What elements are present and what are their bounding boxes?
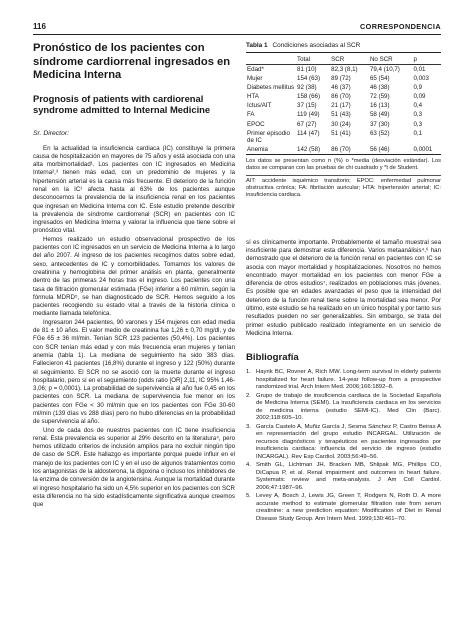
table-row [246, 129, 441, 145]
table-cell: 79,4 (10,7) [369, 66, 400, 74]
data-table [246, 54, 441, 155]
running-header [33, 22, 441, 35]
table-cell: Edad* [247, 66, 264, 74]
table-cell: 0,3 [413, 111, 423, 119]
table-cell: 67 (27) [297, 120, 317, 128]
table-row [246, 120, 441, 129]
table-cell: 0,09 [413, 93, 426, 101]
left-column [33, 42, 235, 510]
column-header: Total [296, 54, 330, 65]
table-cell: 0,3 [413, 120, 423, 128]
reference-number: 2. [246, 392, 251, 399]
reference-text: Smith GL, Lichtman JH, Bracken MB, Shlipak MG, Phillips CO, DiCapua P, et al. Renal impairment and outcomes in heart failure. Systematic review and meta-analysis. J Am Coll Cardiol. 2006;47:1987–96. [256, 462, 441, 491]
table-cell: 82,3 (8,1) [331, 66, 358, 74]
reference-list [246, 369, 441, 523]
table-row [246, 83, 441, 92]
table-label: Tabla 1 [246, 42, 268, 49]
column-header: SCR [330, 54, 369, 65]
column-header [246, 54, 296, 65]
reference-text: Grupo de trabajo de insuficiencia cardiaca de la Sociedad Española de Medicina Interna (SEMI). La insuficiencia cardiaca en los servicios de medicina interna (estudio SEMI-IC). Med Clin (Barc). 2002;118:605–10. [256, 392, 441, 422]
reference-number: 1. [246, 369, 251, 376]
table-header-row [246, 54, 441, 65]
reference-number: 5. [246, 493, 251, 500]
article-title-english: Prognosis of patients with cardiorenal syndrome admitted to Internal Medicine [33, 92, 211, 115]
table-cell: 37 (30) [369, 120, 390, 128]
table-note: Los datos se presentan como n (%) o *media (desviación estándar). Los datos se comparan con las pruebas de chi cuadrado y *t de Student. [246, 158, 441, 172]
column-header: p [412, 54, 441, 65]
table-row [246, 92, 441, 101]
table-cell: 46 (37) [331, 84, 351, 92]
table-cell: 0,9 [413, 84, 423, 92]
table-row [246, 145, 441, 155]
table-cell: 0,4 [413, 102, 423, 110]
reference-number: 3. [246, 423, 251, 430]
table-cell: 63 (52) [369, 129, 390, 137]
table-note: AIT: accidente isquémico transitorio; EPOC: enfermedad pulmonar obstructiva crónica; FA: fibrilación auricular; HTA: hipertensión arterial; IC: insuficiencia cardiaca. [246, 177, 441, 199]
table-cell: 81 (10) [297, 66, 317, 74]
table-cell: 142 (58) [296, 145, 330, 155]
page-number: 116 [33, 22, 46, 31]
table-cell: 86 (70) [330, 145, 369, 155]
table-cell: Diabetes mellitus [247, 84, 295, 92]
table-row [246, 111, 441, 120]
table-cell: 92 (38) [297, 84, 317, 92]
paragraph: Uno de cada dos de nuestros pacientes con IC tiene insuficiencia renal. Esta prevalencia es superior al 29% descrito en la literatura⁴, pero hemos utilizado criterios de inclusión amplios para no excluir ningún tipo de caso de SCR. Este hallazgo es importante porque puede influir en el manejo de los pacientes con IC y en el uso de algunos tratamientos como los antagonistas de la aldosterona, la digoxina o incluso los inhibidores de la enzima de conversión de la angiotensina. Aunque la mortalidad durante el ingreso hospitalario ha sido un 4,5% superior en los pacientes con SCR esta diferencia no ha sido estadísticamente significativa aunque creemos que [33, 426, 235, 509]
table-cell: 21 (17) [331, 102, 351, 110]
paragraph: Ingresaron 244 pacientes, 90 varones y 154 mujeres con edad media de 81 ± 10 años. El valor medio de creatinina fue 1,26 ± 0,70 mg/dl, y de FGe 65 ± 36 ml/min. Tenían SCR 123 pacientes (50,4%). Los pacientes con SCR tenían más edad y con más frecuencia eran mujeres y tenían anemia (tabla 1). La mediana de seguimiento ha sido 383 días. Fallecieron 41 pacientes (16,8%) durante el ingreso y 122 (50%) durante el seguimiento. El SCR no se asoció con la muerte durante el ingreso hospitalario, pero sí en el seguimiento (odds ratio [OR] 2,11, IC 95% 1,46-3,06; p = 0,0001). La probabilidad de supervivencia al año fue 0,45 en los pacientes con SCR. La mediana de supervivencia fue menor en los pacientes con FGe < 30 ml/min que en los pacientes con FGe 30-60 ml/min (139 días vs 288 días) pero no hubo diferencias en la probabilidad de supervivencia al año. [33, 318, 235, 426]
table-cell: FA [247, 111, 255, 119]
paragraph: sí es clínicamente importante. Probablemente el tamaño muestral sea insuficiente para demostrar esta diferencia. Varios metaanálisis⁴,⁶ han demostrado que el deterioro de la función renal en pacientes con IC se asocia con mayor mortalidad y hospitalizaciones. Nosotros no hemos encontrado mayor mortalidad en los pacientes con menor FGe a diferencia de otros estudios⁷, realizados en poblaciones más jóvenes. Es posible que en edades avanzadas el peso que la intensidad del deterioro de la función renal tiene sobre la mortalidad sea menor. Por último, este estudio se ha realizado en un único hospital y por tanto sus resultados pueden no ser generalizables. Sin embargo, se trata del primer estudio publicado realizado íntegramente en un servicio de Medicina Interna. [246, 238, 441, 337]
table-caption-text: Condiciones asociadas al SCR [272, 42, 361, 49]
reference-item [246, 424, 441, 462]
paragraph: Hemos realizado un estudio observacional prospectivo de los pacientes con IC ingresados en un servicio de Medicina Interna a lo largo del año 2007. Al ingreso de los pacientes recogimos datos sobre edad, sexo, antecedentes de IC y comorbilidades. Tomamos los valores de creatinina y hemoglobina del primer análisis en planta, generalmente dentro de las primeras 24 horas tras el ingreso. Los pacientes con una tasa de filtración glomerular estimada (FGe) inferior a 60 ml/min, según la fórmula MDRD⁵, se han diagnosticado de SCR. Hemos seguido a los pacientes recogiendo su estado vital a través de la historia clínica o mediante llamada telefónica. [33, 235, 235, 318]
table-cell: Mujer [247, 75, 263, 83]
table-caption [246, 42, 441, 53]
table-cell: 119 (49) [297, 111, 320, 119]
reference-item [246, 369, 441, 392]
table-notes [246, 158, 441, 199]
table-cell: 51 (41) [331, 129, 351, 137]
table-cell: 16 (13) [369, 102, 390, 110]
table-cell: 0,003 [413, 75, 429, 83]
table-row [246, 102, 441, 111]
table-cell: 30 (24) [331, 120, 351, 128]
article-title-spanish: Pronóstico de los pacientes con síndrome cardiorrenal ingresados en Medicina Interna [33, 42, 231, 81]
reference-number: 4. [246, 462, 251, 469]
table-row [246, 65, 441, 75]
table-cell: 114 (47) [297, 129, 320, 137]
table-cell: Primer episodio de IC [247, 129, 290, 144]
table-cell: 0,01 [413, 66, 426, 74]
table-cell: 0,1 [413, 129, 423, 137]
reference-text: García Castelo A, Muñiz García J, Sesma Sánchez P, Castro Beiras A en representación del grupo estudio INCARGAL. Utilización de recursos diagnósticos y terapéuticos en pacientes ingresados por insuficiencia cardiaca: influencia del servicio de ingreso (estudio INCARGAL). Rev Esp Cardiol. 2003;56:49–56. [256, 423, 441, 460]
table-cell: 72 (59) [369, 93, 390, 101]
table-cell: Anemia [246, 145, 296, 155]
reference-text: Levey A, Bosch J, Lewis JG, Green T, Rodgers N, Roth D. A more accurate method to estimate glomerular filtration rate from serum creatinine: a new prediction equation: Modification of Diet in Renal Disease Study Group. Ann Intern Med. 1999;130:461–70. [256, 493, 441, 522]
table-cell: 51 (43) [331, 111, 351, 119]
table-cell: 37 (15) [297, 102, 317, 110]
table-cell: EPOC [247, 120, 265, 128]
table-cell: 65 (54) [369, 75, 390, 83]
section-name: CORRESPONDENCIA [359, 22, 441, 31]
table-cell: 58 (49) [369, 111, 390, 119]
table-cell: HTA [247, 93, 259, 101]
table-cell: 56 (46) [369, 145, 413, 155]
reference-item [246, 462, 441, 492]
right-body-text [246, 239, 441, 339]
right-column [246, 42, 441, 524]
left-body-text [33, 145, 235, 510]
table-cell: Ictus/AIT [247, 102, 272, 110]
reference-text: Hayrik BC, Rovner A, Rich MW. Long-term survival in elderly patients hospitalized for heart failure. 14-year follow-up from a prospective randomized trial. Arch Intern Med. 2006;166:1892–8. [256, 369, 441, 391]
table-cell: 46 (38) [369, 84, 390, 92]
table-cell: 154 (63) [297, 75, 321, 83]
table-row [246, 74, 441, 83]
notes-divider [246, 175, 441, 176]
table-cell: 86 (70) [331, 93, 351, 101]
table-cell: 89 (72) [331, 75, 351, 83]
reference-item [246, 493, 441, 523]
reference-item [246, 393, 441, 423]
bibliography-title: Bibliografía [246, 352, 299, 364]
salutation: Sr. Director: [33, 129, 70, 137]
paragraph: En la actualidad la insuficiencia cardiaca (IC) constituye la primera causa de hospitalización en mayores de 75 años y está asociada con una alta morbimortalidad¹. Los pacientes con IC ingresados en Medicina Interna²,³ tienen más edad, con un predominio de mujeres y la hipertensión arterial es la causa más frecuente. El deterioro de la función renal en la IC¹ afecta hasta al 63% de los pacientes aunque desconocemos la prevalencia de la insuficiencia renal en los pacientes que ingresan en Medicina Interna con IC. Este estudio pretende describir la prevalencia de síndrome cardiorrenal (SCR) en pacientes con IC ingresados en Medicina Interna y valorar la influencia que tiene sobre el pronóstico vital. [33, 144, 235, 235]
table-cell: 158 (66) [297, 93, 321, 101]
column-header: No SCR [369, 54, 413, 65]
table-cell: 0,0001 [412, 145, 441, 155]
